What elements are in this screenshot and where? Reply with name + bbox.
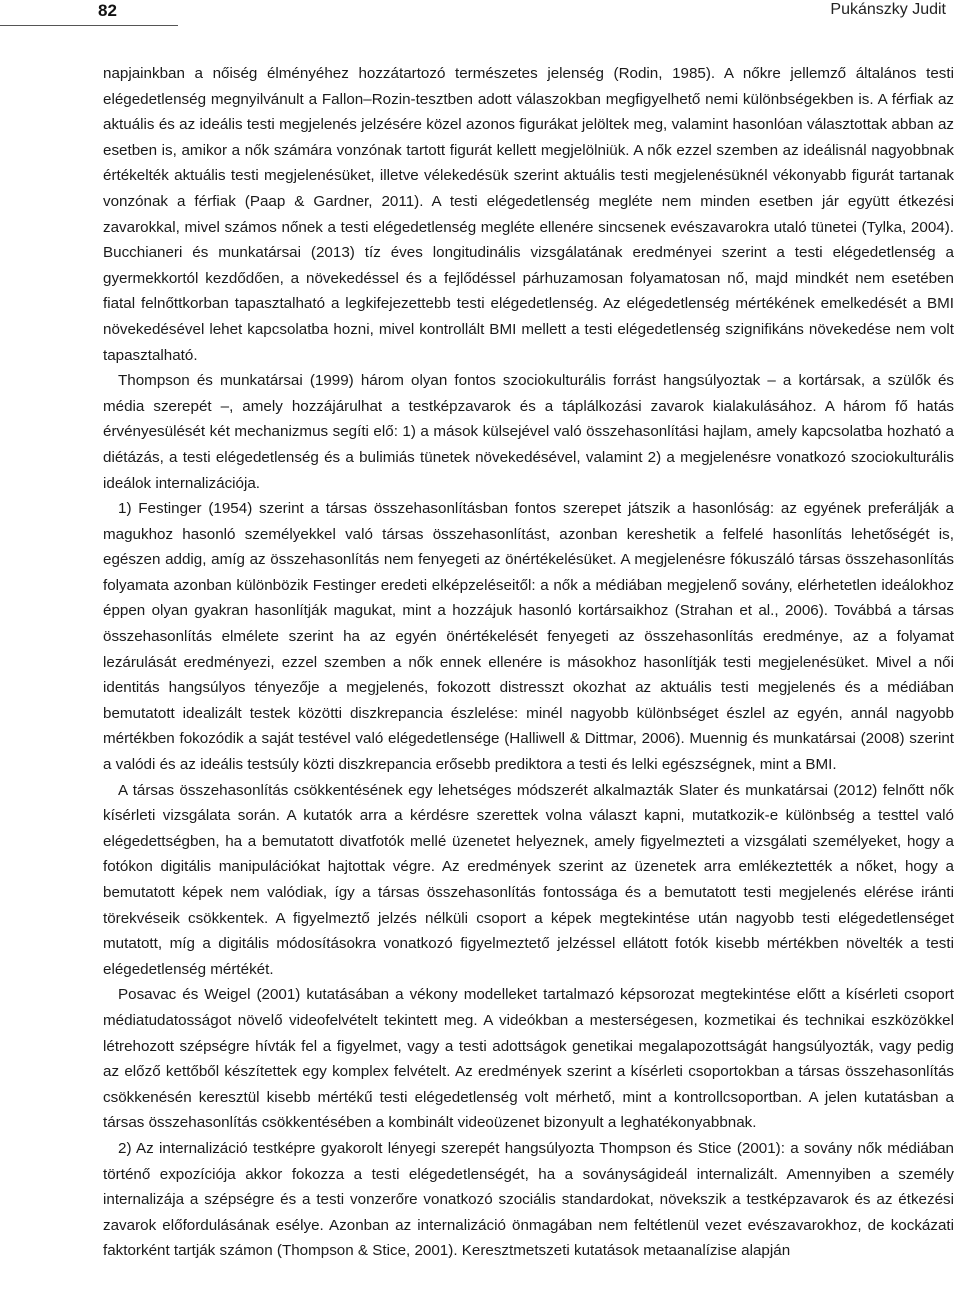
paragraph-5: Posavac és Weigel (2001) kutatásában a vékony modelleket tartalmazó képsorozat megtekintése előtt a kísérleti csoport médiatudatosságot növelő videofelvételt tekintett meg. A videókban a mesterségesen, kozmetikai és technikai eszközökkel létrehozott szépségre hívták fel a figyelmet, vagy a testi adottságok genetikai megalapozottságát hangsúlyozták, vagy pedig az előző kettőből készítettek egy komplex felvételt. Az eredmények szerint a kísérleti csoportokban a társas összehasonlítás csökkenésén keresztül kisebb mértékű testi elégedetlenség volt mérhető, mint a kontrollcsoportban. A jelen kutatásban a társas összehasonlítás csökkentésében a kombinált videoüzenet bizonyult a leghatékonyabbnak.	[103, 986, 954, 1132]
paragraph-6: 2) Az internalizáció testképre gyakorolt lényegi szerepét hangsúlyozta Thompson és Stice (2001): a sovány nők médiában történő expozíciója akkor fokozza a testi elégedetlenségét, ha a soványságideál internalizált. Amennyiben a személy internalizája a szépségre és a testi vonzerőre vonatkozó szociális standardokat, növekszik a testképzavarok és az étkezési zavarok előfordulásának esélye. Azonban az internalizáció önmagában nem feltétlenül vezet evészavarokhoz, de kockázati faktorként tartják számon (Thompson & Stice, 2001). Keresztmetszeti kutatások metaanalízise alapján	[103, 1139, 954, 1260]
header-rule	[0, 25, 178, 26]
paragraph-2: Thompson és munkatársai (1999) három olyan fontos szociokulturális forrást hangsúlyoztak – a kortársak, a szülők és média szerepét –, amely hozzájárulhat a testképzavarok és a táplálkozási zavarok kialakulásához. A három fő hatás érvényesülését két mechanizmus segíti elő: 1) a mások külsejével való összehasonlítási hajlam, amely kapcsolatba hozható a diétázás, a testi elégedetlenség és a bulimiás tünetek növekedésével, valamint 2) a megjelenésre vonatkozó szociokulturális ideálok internalizációja.	[103, 372, 954, 492]
paragraph-4: A társas összehasonlítás csökkentésének egy lehetséges módszerét alkalmazták Slater és munkatársai (2012) felnőtt nők kísérleti vizsgálata során. A kutatók arra a kérdésre szerettek volna választ kapni, mutatkozik-e különbség a testtel való elégedettségben, ha a bemutatott divatfotók mellé üzenetet helyeznek, amely figyelmezteti a vizsgálati személyeket, hogy a fotókon digitális manipulációkat hajtottak végre. Az eredmények szerint az üzenetek arra emlékeztették a nőket, hogy a bemutatott képek nem valódiak, így a társas összehasonlítás fontossága és a bemutatott testi megjelenés elérése iránti törekvéseik csökkentek. A figyelmeztő jelzés nélküli csoport a képek megtekintése után nagyobb testi elégedetlenséget mutatott, míg a digitális módosításokra vonatkozó figyelmeztető jelzéssel ellátott fotók kisebb mértékben növelték a testi elégedetlenség mértékét.	[103, 781, 954, 978]
paragraph-3: 1) Festinger (1954) szerint a társas összehasonlításban fontos szerepet játszik a hasonlóság: az egyének preferálják a magukhoz hasonló személyekkel való társas összehasonlítást, azonban kereshetik a felfelé hasonlítás lehetőségét is, egészen addig, amíg az összehasonlítás nem fenyegeti az önértékelésüket. A megjelenésre fókuszáló társas összehasonlítás folyamata azonban különbözik Festinger eredeti elképzeléseitől: a nők a médiában megjelenő sovány, elérhetetlen ideálokhoz éppen olyan gyakran hasonlítják magukat, mint a hozzájuk hasonló kortársaikhoz (Strahan et al., 2006). Továbbá a társas összehasonlítás elmélete szerint ha az egyén önértékelését fenyegeti az összehasonlítás eredménye, az a folyamat lezárulását eredményezi, ezzel szemben a nők ennek ellenére is másokhoz hasonlítják testi megjelenésüket. Mivel a női identitás hangsúlyos tényezője a megjelenés, fokozott distresszt okozhat az aktuális testi megjelenés és a médiában bemutatott idealizált testek közötti diszkrepancia észlelése: minél nagyobb különbséget észlel az egyén, annál nagyobb mértékben fokozódik a saját testével való elégedetlensége (Halliwell & Dittmar, 2006). Muennig és munkatársai (2008) szerint a valódi és az ideális testsúly közti diszkrepancia erősebb prediktora a testi és lelki egészségnek, mint a BMI.	[103, 500, 954, 774]
paragraph-1: napjainkban a nőiség élményéhez hozzátartozó természetes jelenség (Rodin, 1985). A nőkre jellemző általános testi elégedetlenség megnyilvánult a Fallon–Rozin-tesztben adott válaszokban megfigyelhető nemi különbségekben is. A férfiak az aktuális és az ideális testi megjelenés jelzésére közel azonos figurákat jelöltek meg, valamint hasonlóan választottak abban az esetben is, amikor a nők számára vonzónak tartott figurát kellett megjelölniük. A nők ezzel szemben az ideálisnál nagyobbnak értékelték aktuális testi megjelenésüket, illetve vélekedésük szerint aktuális testi megjelenésüknél vékonyabb figurát tartanak vonzónak a férfiak (Paap & Gardner, 2011). A testi elégedetlenség megléte nem minden esetben jár együtt étkezési zavarokkal, mivel számos nőnek a testi elégedetlenség megléte ellenére sincsenek evészavarokra utaló tünetei (Tylka, 2004). Bucchianeri és munkatársai (2013) tíz éves longitudinális vizsgálatának eredményei szerint a testi elégedetlenség a gyermekkortól kezdődően, a növekedéssel és a fejlődéssel párhuzamosan folyamatosan nő, majd mindkét nem esetében fiatal felnőttkorban tapasztalható a legkifejezettebb testi elégedetlenség. Az elégedetlenség mértékének emelkedését a BMI növekedésével lehet kapcsolatba hozni, mivel kontrollált BMI mellett a testi elégedetlenség szignifikáns növekedése nem volt tapasztalható.	[103, 65, 954, 364]
body-text	[103, 61, 954, 1264]
running-author: Pukánszky Judit	[830, 1, 946, 18]
page-number: 82	[98, 1, 117, 20]
running-header	[0, 0, 960, 36]
